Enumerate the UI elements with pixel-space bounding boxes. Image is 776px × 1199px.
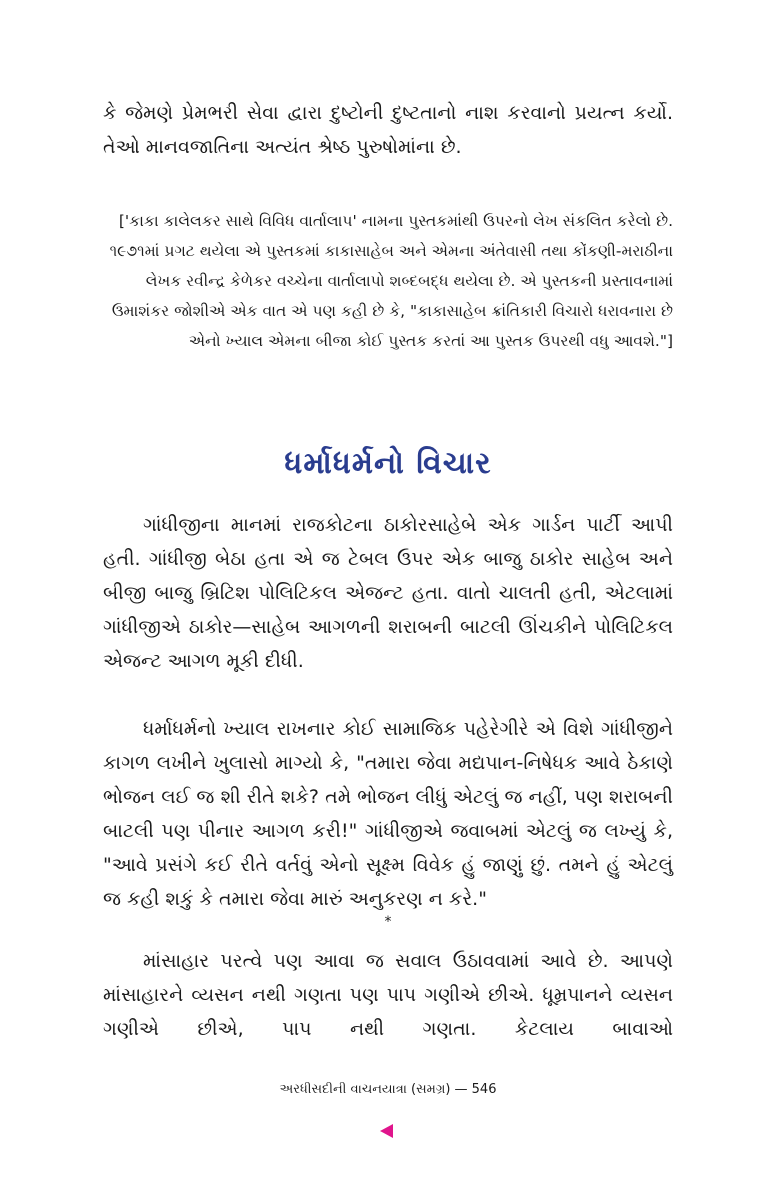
- section-heading: ધર્માધર્મનો વિચાર: [284, 446, 492, 481]
- section-separator: *: [384, 914, 392, 930]
- previous-page-arrow-icon[interactable]: [380, 1124, 393, 1138]
- source-note: ['કાકા કાલેલકર સાથે વિવિધ વાર્તાલાપ' નામના પુસ્તકમાંથી ઉપરનો લેખ સંકલિત કરેલો છે. ૧૯૭૧માં પ્રગટ થયેલા એ પુસ્તકમાં કાકાસાહેબ અને એમના અંતેવાસી તથા કોંકણી-મરાઠીના લેખક રવીન્દ્ર કેળેકર વચ્ચેના વાર્તાલાપો શબ્દબદ્ધ થયેલા છે. એ પુસ્તકની પ્રસ્તાવનામાં ઉમાશંકર જોશીએ એક વાત એ પણ કહી છે કે, "કાકાસાહેબ ક્રાંતિકારી વિચારો ધરાવનારા છે એનો ખ્યાલ એમના બીજા કોઈ પુસ્તક કરતાં આ પુસ્તક ઉપરથી વધુ આવશે."]: [109, 212, 673, 350]
- page-footer: અરધીસદીની વાચનયાત્રા (સમગ્ર) — 546: [279, 1082, 497, 1097]
- paragraph-meat-eating: માંસાહાર પરત્વે પણ આવા જ સવાલ ઉઠાવવામાં આવે છે. આપણે માંસાહારને વ્યસન નથી ગણતા પણ પાપ ગણીએ છીએ. ધૂમ્રપાનને વ્યસન ગણીએ છીએ, પાપ નથી ગણતા. કેટલાય બાવાઓ: [103, 950, 673, 1040]
- paragraph-letter: ધર્માધર્મનો ખ્યાલ રાખનાર કોઈ સામાજિક પહેરેગીરે એ વિશે ગાંધીજીને કાગળ લખીને ખુલાસો માગ્યો કે, "તમારા જેવા મદ્યપાન-નિષેધક આવે ઠેકાણે ભોજન લઈ જ શી રીતે શકે? તમે ભોજન લીધું એટલું જ નહીં, પણ શરાબની બાટલી પણ પીનાર આગળ કરી!" ગાંધીજીએ જવાબમાં એટલું જ લખ્યું કે, "આવે પ્રસંગે કઈ રીતે વર્તવું એનો સૂક્ષ્મ વિવેક હું જાણું છું. તમને હું એટલું જ કહી શકું કે તમારા જેવા મારું અનુકરણ ન કરે.": [103, 718, 673, 910]
- intro-paragraph: કે જેમણે પ્રેમભરી સેવા દ્વારા દુષ્ટોની દુષ્ટતાનો નાશ કરવાનો પ્રયત્ન કર્યો. તેઓ માનવજાતિના અત્યંત શ્રેષ્ઠ પુરુષોમાંના છે.: [103, 102, 673, 158]
- paragraph-garden-party: ગાંધીજીના માનમાં રાજકોટના ઠાકોરસાહેબે એક ગાર્ડન પાર્ટી આપી હતી. ગાંધીજી બેઠા હતા એ જ ટેબલ ઉપર એક બાજુ ઠાકોર સાહેબ અને બીજી બાજુ બ્રિટિશ પોલિટિકલ એજન્ટ હતા. વાતો ચાલતી હતી, એટલામાં ગાંધીજીએ ઠાકોર—સાહેબ આગળની શરાબની બાટલી ઊંચકીને પોલિટિકલ એજન્ટ આગળ મૂકી દીધી.: [103, 514, 673, 672]
